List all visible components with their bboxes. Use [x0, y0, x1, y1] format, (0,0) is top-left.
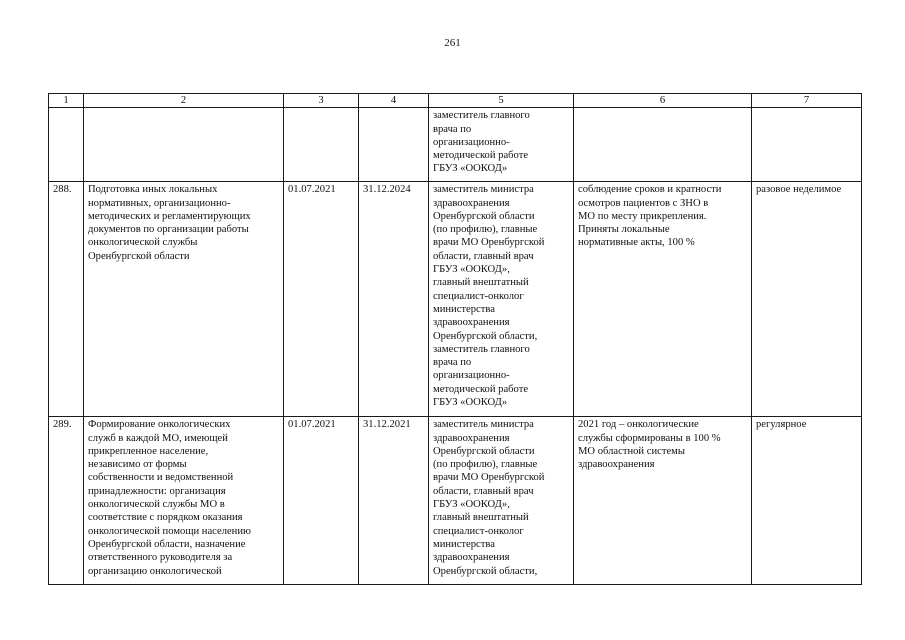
- responsible-cell: заместитель министра здравоохранения Оренбургской области (по профилю), главные врачи МО Оренбургской области, главный врач ГБУЗ «ООКОД», главный внештатный специалист-онколог министерства здравоохранения Оренбургской области,: [429, 417, 574, 585]
- type-cell: регулярное: [752, 417, 862, 585]
- column-header: 4: [359, 94, 429, 108]
- activity-name-cell: Формирование онкологических служб в каждой МО, имеющей прикрепленное население, независимо от формы собственности и ведомственной принадлежности: организация онкологической службы МО в соответствие с порядком оказания онкологической помощи населению Оренбургской области, назначение ответственного руководителя за организацию онкологической: [84, 417, 284, 585]
- row-number-cell: 289.: [49, 417, 84, 585]
- end-date-cell: [359, 108, 429, 182]
- start-date-cell: [284, 108, 359, 182]
- table-row: [49, 417, 862, 585]
- column-header: 3: [284, 94, 359, 108]
- responsible-cell: заместитель главного врача по организационно- методической работе ГБУЗ «ООКОД»: [429, 108, 574, 182]
- plan-table: [48, 93, 862, 585]
- end-date-cell: 31.12.2024: [359, 182, 429, 417]
- type-cell: [752, 108, 862, 182]
- row-number-cell: [49, 108, 84, 182]
- type-cell: разовое неделимое: [752, 182, 862, 417]
- responsible-cell: заместитель министра здравоохранения Оренбургской области (по профилю), главные врачи МО Оренбургской области, главный врач ГБУЗ «ООКОД», главный внештатный специалист-онколог министерства здравоохранения Оренбургской области, заместитель главного врача по организационно- методической работе ГБУЗ «ООКОД»: [429, 182, 574, 417]
- result-cell: 2021 год – онкологические службы сформированы в 100 % МО областной системы здравоохранения: [574, 417, 752, 585]
- start-date-cell: 01.07.2021: [284, 417, 359, 585]
- table-header-row: [49, 94, 862, 108]
- row-number-cell: 288.: [49, 182, 84, 417]
- table-row: [49, 182, 862, 417]
- activity-name-cell: Подготовка иных локальных нормативных, организационно- методических и регламентирующих документов по организации работы онкологической службы Оренбургской области: [84, 182, 284, 417]
- end-date-cell: 31.12.2021: [359, 417, 429, 585]
- result-cell: соблюдение сроков и кратности осмотров пациентов с ЗНО в МО по месту прикрепления. Приняты локальные нормативные акты, 100 %: [574, 182, 752, 417]
- column-header: 7: [752, 94, 862, 108]
- start-date-cell: 01.07.2021: [284, 182, 359, 417]
- column-header: 6: [574, 94, 752, 108]
- column-header: 1: [49, 94, 84, 108]
- table-row: [49, 108, 862, 182]
- activity-name-cell: [84, 108, 284, 182]
- column-header: 5: [429, 94, 574, 108]
- result-cell: [574, 108, 752, 182]
- page-number: 261: [444, 37, 461, 49]
- column-header: 2: [84, 94, 284, 108]
